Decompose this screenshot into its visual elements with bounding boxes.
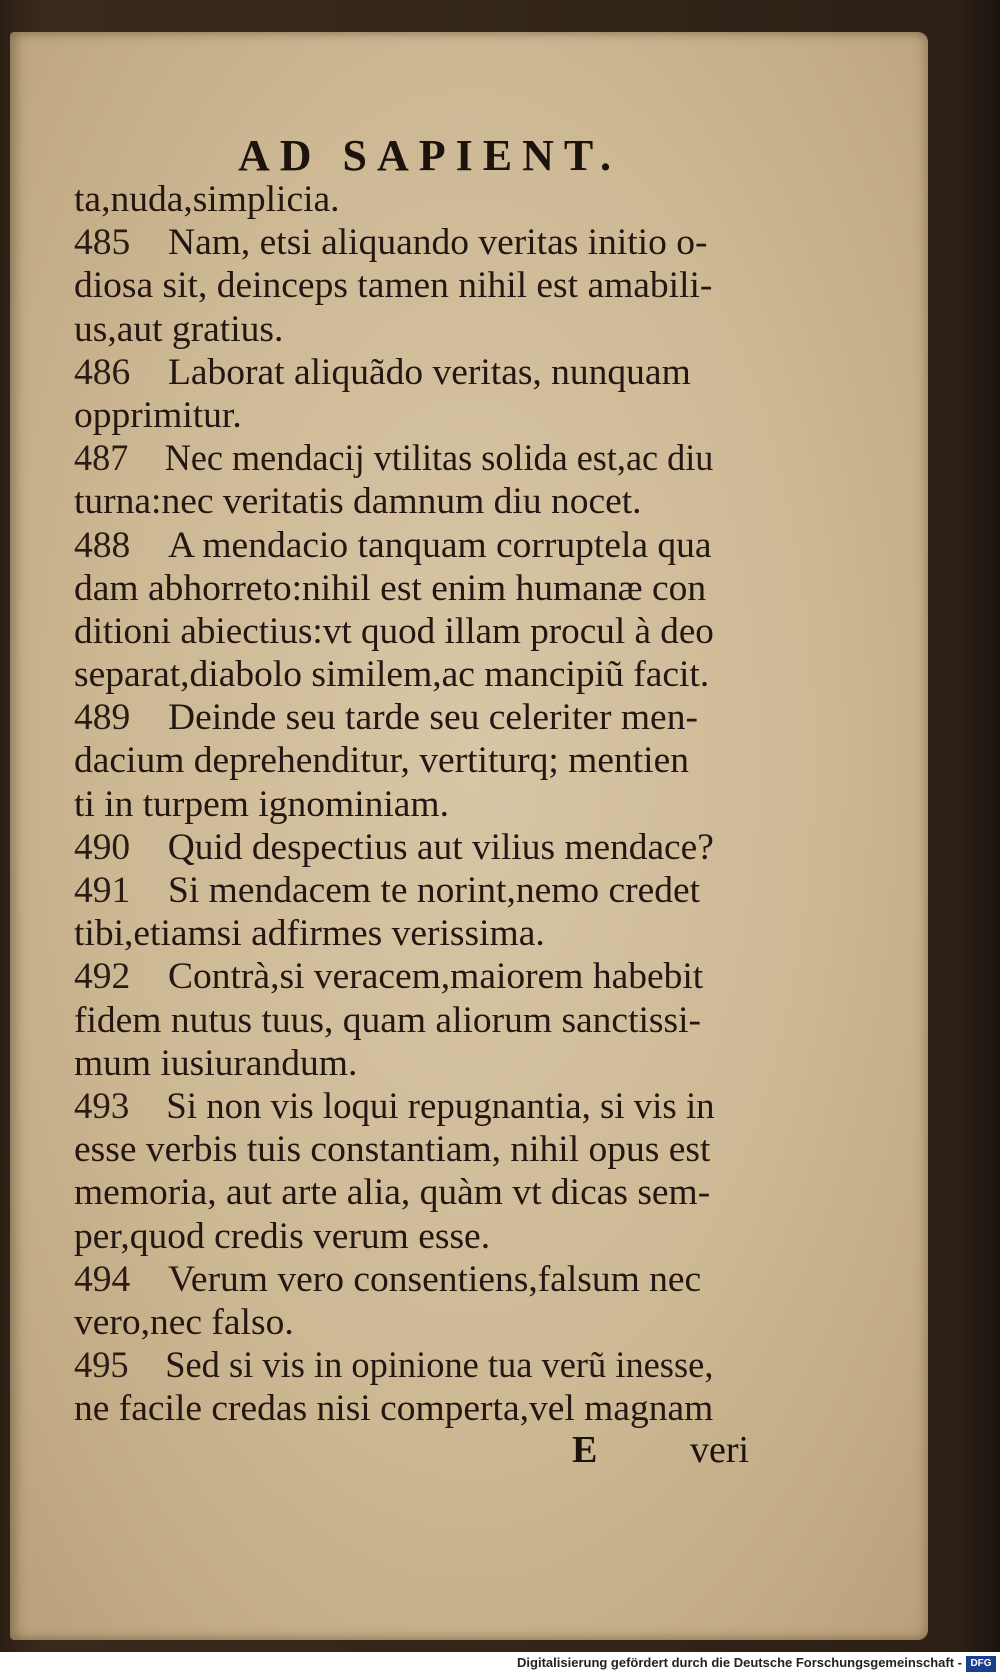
line-text: mum iusiurandum. xyxy=(74,1042,358,1084)
text-line xyxy=(74,1085,752,1128)
text-line xyxy=(74,308,764,351)
aphorism-number: 486 xyxy=(74,351,131,393)
aphorism-number: 491 xyxy=(74,870,131,911)
aphorism-number: 487 xyxy=(74,438,129,480)
text-line xyxy=(74,739,764,782)
book-page xyxy=(10,32,928,1640)
line-text: diosa sit, deinceps tamen nihil est amabili- xyxy=(74,265,713,307)
line-text: dam abhorreto:nihil est enim humanæ con xyxy=(74,567,707,609)
text-line xyxy=(74,1344,744,1387)
text-line xyxy=(74,1042,764,1085)
running-header: AD SAPIENT. xyxy=(238,131,622,180)
line-text: turna:nec veritatis damnum diu nocet. xyxy=(74,481,642,523)
line-text: tibi,etiamsi adfirmes verissima. xyxy=(74,913,545,955)
line-text: memoria, aut arte alia, quàm vt dicas sem- xyxy=(74,1172,711,1214)
aphorism-number: 495 xyxy=(74,1345,129,1387)
text-line xyxy=(74,869,764,912)
text-line xyxy=(74,437,740,480)
text-line xyxy=(74,1258,764,1301)
line-text: Nam, etsi aliquando veritas initio o- xyxy=(168,222,708,264)
text-line xyxy=(74,567,764,610)
credit-bar xyxy=(0,1652,1000,1676)
catchword: veri xyxy=(690,1429,750,1471)
line-text: Si non vis loqui repugnantia, si vis in xyxy=(166,1085,715,1127)
line-text: Contrà,si veracem,maiorem habebit xyxy=(168,956,704,998)
line-text: Si mendacem te norint,nemo credet xyxy=(168,870,701,911)
text-line xyxy=(74,826,762,869)
text-line xyxy=(74,524,764,567)
aphorism-number: 493 xyxy=(74,1085,130,1127)
aphorism-number: 494 xyxy=(74,1258,131,1300)
line-text: separat,diabolo similem,ac mancipiũ facit. xyxy=(74,654,710,696)
aphorism-number: 489 xyxy=(74,697,131,739)
text-line xyxy=(74,653,764,696)
line-text: vero,nec falso. xyxy=(74,1301,294,1343)
page-text xyxy=(74,178,764,1430)
text-line xyxy=(74,955,764,998)
text-line xyxy=(74,221,764,264)
line-text: per,quod credis verum esse. xyxy=(74,1215,491,1257)
line-text: Sed si vis in opinione tua verũ inesse, xyxy=(165,1345,714,1387)
funding-credit: Digitalisierung gefördert durch die Deutsche Forschungsgemeinschaft - xyxy=(517,1655,962,1670)
line-text: A mendacio tanquam corruptela qua xyxy=(168,524,712,566)
line-text: ta,nuda,simplicia. xyxy=(74,179,340,220)
line-text: opprimitur. xyxy=(74,394,242,436)
text-line xyxy=(74,1215,764,1258)
text-line xyxy=(74,783,764,826)
text-line xyxy=(74,1128,764,1171)
line-text: Nec mendacij vtilitas solida est,ac diu xyxy=(164,438,714,480)
text-line xyxy=(74,610,758,653)
dfg-logo: DFG xyxy=(966,1656,996,1672)
line-text: Verum vero consentiens,falsum nec xyxy=(168,1258,702,1300)
line-text: esse verbis tuis constantiam, nihil opus est xyxy=(74,1129,711,1171)
text-line xyxy=(74,178,764,221)
aphorism-number: 488 xyxy=(74,524,131,566)
text-line xyxy=(74,480,764,523)
text-line xyxy=(74,394,764,437)
line-text: Deinde seu tarde seu celeriter men- xyxy=(168,697,698,739)
aphorism-number: 490 xyxy=(74,826,131,868)
text-line xyxy=(74,264,764,307)
text-line xyxy=(74,1171,764,1214)
line-text: dacium deprehenditur, vertiturq; mentien xyxy=(74,740,689,782)
line-text: ne facile credas nisi comperta,vel magnam xyxy=(74,1388,714,1430)
signature-mark: E xyxy=(572,1429,598,1471)
text-line xyxy=(74,1387,764,1430)
aphorism-number: 492 xyxy=(74,956,131,998)
line-text: Quid despectius aut vilius mendace? xyxy=(167,826,714,868)
text-line xyxy=(74,912,764,955)
text-line xyxy=(74,351,764,394)
line-text: ti in turpem ignominiam. xyxy=(74,783,449,825)
line-text: Laborat aliquãdo veritas, nunquam xyxy=(168,351,691,393)
line-text: us,aut gratius. xyxy=(74,308,284,350)
text-line xyxy=(74,696,764,739)
line-text: fidem nutus tuus, quam aliorum sanctissi- xyxy=(74,999,702,1041)
text-line xyxy=(74,999,764,1042)
aphorism-number: 485 xyxy=(74,222,131,264)
line-text: ditioni abiectius:vt quod illam procul à deo xyxy=(74,610,714,652)
text-line xyxy=(74,1301,764,1344)
